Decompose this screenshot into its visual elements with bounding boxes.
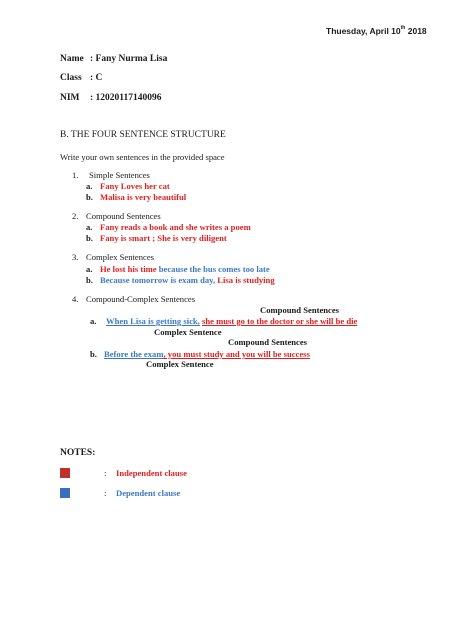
item-1b-text: Malisa is very beautiful (100, 192, 187, 202)
section-title: B. THE FOUR SENTENCE STRUCTURE (60, 130, 226, 140)
header-date (326, 26, 427, 36)
item-3b-line (100, 275, 275, 285)
item-1-number: 1. (72, 170, 79, 180)
dependent-color-swatch (60, 488, 70, 498)
item-1-heading: Simple Sentences (89, 170, 150, 180)
info-class-value: : C (90, 73, 103, 83)
item-4b-line (104, 349, 310, 359)
item-3a-letter: a. (86, 264, 93, 274)
item-2b-text: Fany is smart ; She is very diligent (100, 233, 227, 243)
item-4b-independent: , you must study and you will be success (163, 349, 310, 359)
item-2-number: 2. (72, 211, 79, 221)
item-2b-letter: b. (86, 233, 93, 243)
item-2a-text: Fany reads a book and she writes a poem (100, 222, 251, 232)
item-4b-letter: b. (90, 349, 97, 359)
item-3b-independent: Lisa is studying (217, 275, 275, 285)
item-3b-dependent: Because tomorrow is exam day, (100, 275, 216, 285)
item-4-complex-label-2: Complex Sentence (146, 359, 214, 369)
item-4-compound-label-2: Compound Sentences (228, 337, 308, 347)
info-class-label: Class (60, 73, 82, 83)
item-3-heading: Complex Sentences (86, 252, 155, 262)
item-3a-dependent: because the bus comes too late (158, 264, 270, 274)
independent-label: Independent clause (116, 468, 187, 478)
dependent-label: Dependent clause (116, 488, 181, 498)
item-1a-text: Fany Loves her cat (100, 181, 170, 191)
info-nim-label: NIM (60, 93, 80, 103)
info-nim-value: : 12020117140096 (90, 93, 162, 103)
item-4-number: 4. (72, 294, 79, 304)
item-3a-line (100, 264, 270, 274)
independent-color-swatch (60, 468, 70, 478)
date-prefix: Thuesday, April 10 (326, 26, 401, 36)
section-instruction: Write your own sentences in the provided space (60, 152, 225, 162)
item-4a-independent: she must go to the doctor or she will be die (201, 316, 358, 326)
item-4a-dependent: When Lisa is getting sick, (106, 316, 200, 326)
item-3b-letter: b. (86, 275, 93, 285)
item-4-compound-label-1: Compound Sentences (260, 305, 340, 315)
independent-colon: : (104, 468, 107, 478)
item-4a-letter: a. (90, 316, 97, 326)
info-name-value: : Fany Nurma Lisa (90, 54, 168, 64)
date-year: 2018 (405, 26, 427, 36)
item-4b-dependent: Before the exam (104, 349, 164, 359)
item-3-number: 3. (72, 252, 79, 262)
item-4-heading: Compound-Complex Sentences (86, 294, 196, 304)
notes-title: NOTES: (60, 448, 96, 458)
info-name-label: Name (60, 54, 84, 64)
item-1b-letter: b. (86, 192, 93, 202)
item-4-complex-label-1: Complex Sentence (154, 327, 222, 337)
item-2-heading: Compound Sentences (86, 211, 161, 221)
item-1a-letter: a. (86, 181, 93, 191)
item-3a-independent: He lost his time (100, 264, 157, 274)
item-4a-line (106, 316, 357, 326)
dependent-colon: : (104, 488, 107, 498)
item-2a-letter: a. (86, 222, 93, 232)
date-suffix: th (400, 25, 406, 31)
